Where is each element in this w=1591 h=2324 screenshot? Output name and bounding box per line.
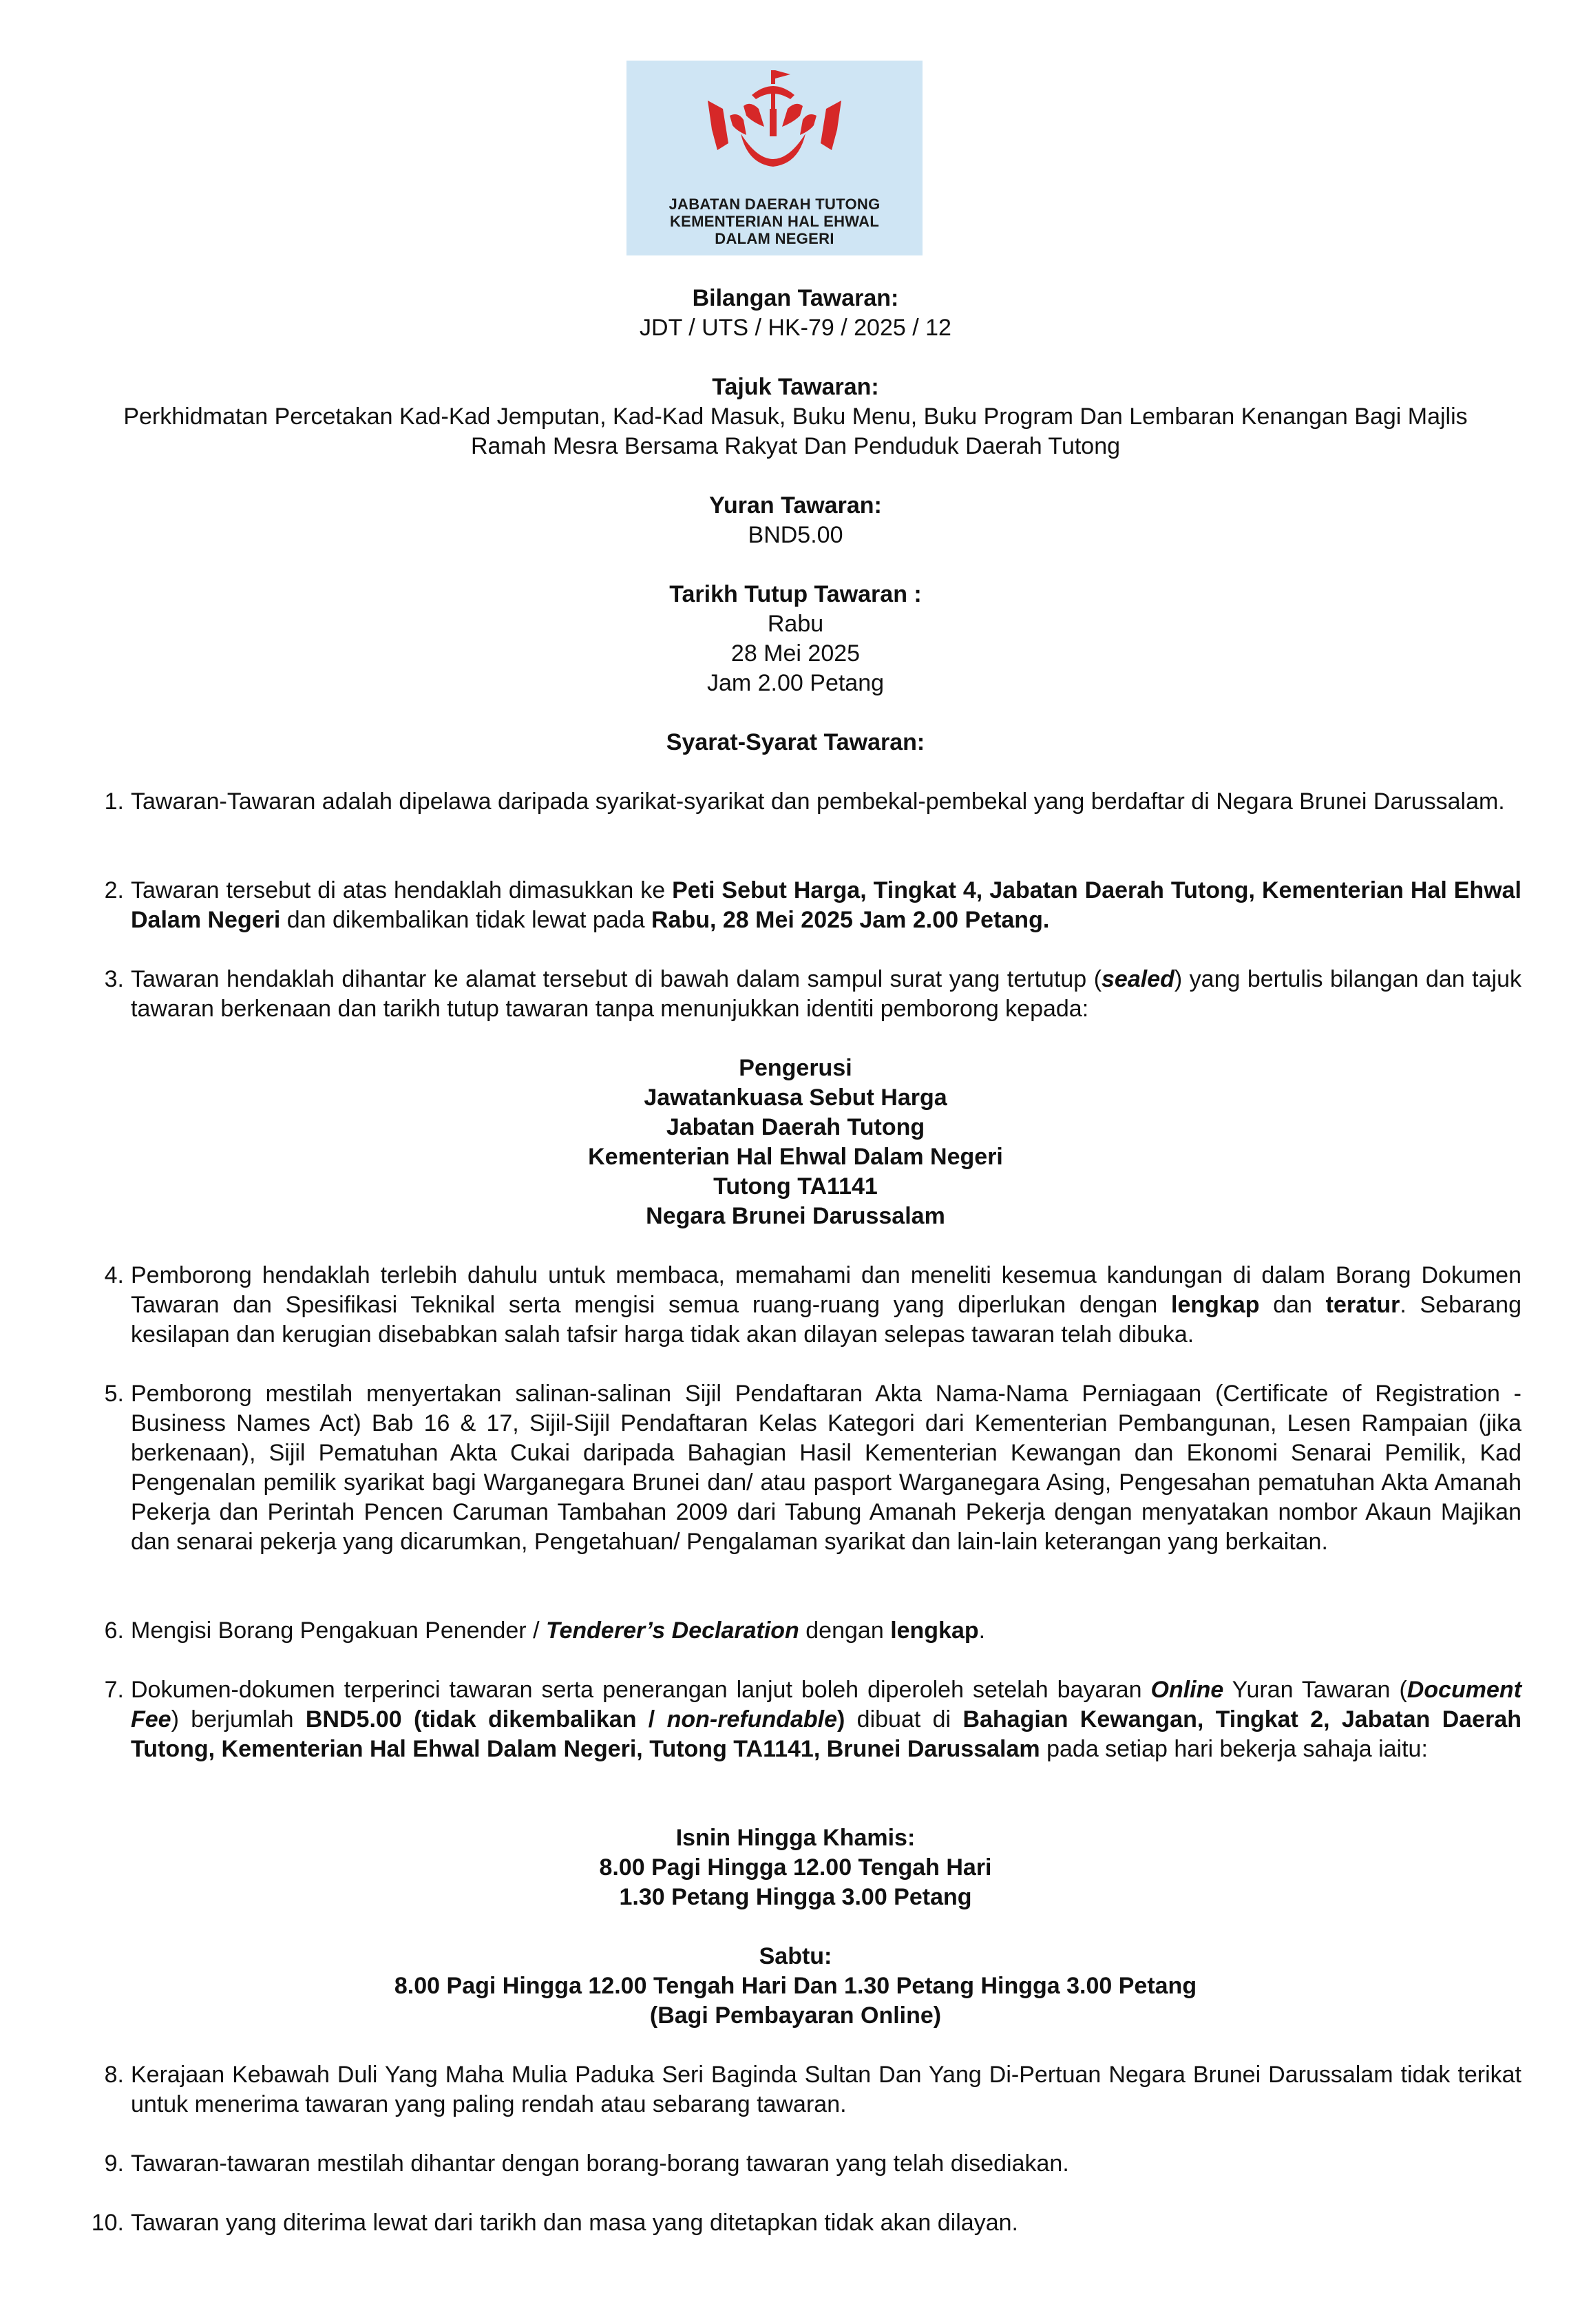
brunei-crest-icon: [702, 67, 847, 185]
tajuk-label: Tajuk Tawaran:: [712, 374, 879, 400]
hours-line-2: 8.00 Pagi Hingga 12.00 Tengah Hari: [599, 1854, 992, 1881]
hours-line-5: 8.00 Pagi Hingga 12.00 Tengah Hari Dan 1.30 Petang Hingga 3.00 Petang: [394, 1973, 1197, 1999]
hours-line-3: 1.30 Petang Hingga 3.00 Petang: [619, 1884, 972, 1910]
item-number: 10.: [91, 2210, 124, 2236]
item-text: Kerajaan Kebawah Duli Yang Maha Mulia Paduka Seri Baginda Sultan Dan Yang Di-Pertuan Negara Brunei Darussalam tidak terikat untuk menerima tawaran yang paling rendah atau sebarang tawaran.: [131, 2062, 1521, 2117]
yuran-label: Yuran Tawaran:: [709, 492, 882, 519]
tarikh-label: Tarikh Tutup Tawaran :: [669, 581, 922, 607]
item-text: Tawaran-Tawaran adalah dipelawa daripada syarikat-syarikat dan pembekal-pembekal yang berdaftar di Negara Brunei Darussalam.: [131, 788, 1505, 815]
item-number: 2.: [104, 877, 124, 903]
item-text: Tawaran yang diterima lewat dari tarikh dan masa yang ditetapkan tidak akan dilayan.: [131, 2210, 1018, 2236]
tarikh-date: 28 Mei 2025: [730, 640, 861, 667]
address-line-6: Negara Brunei Darussalam: [646, 1203, 945, 1229]
hours-line-4: Sabtu:: [759, 1943, 832, 1969]
tajuk-line-1: Perkhidmatan Percetakan Kad-Kad Jemputan, Kad-Kad Masuk, Buku Menu, Buku Program Dan Lembaran Kenangan Bagi Majlis: [123, 404, 1468, 430]
item-number: 4.: [104, 1262, 124, 1288]
item-text: Pemborong mestilah menyertakan salinan-salinan Sijil Pendaftaran Akta Nama-Nama Perniagaan (Certificate of Registration - Business Names Act) Bab 16 & 17, Sijil-Sijil Pendaftaran Kelas Kategori dari Kementerian Pembangunan, Lesen Rampaian (jika berkenaan), Sijil Pematuhan Akta Cukai daripada Bahagian Hasil Kementerian Kewangan dan Ekonomi Senarai Pemilik, Kad Pengenalan pemilik syarikat bagi Warganegara Brunei dan/ atau pasport Warganegara Asing, Pengesahan pematuhan Akta Amanah Pekerja dan Perintah Pencen Caruman Tambahan 2009 dari Tabung Amanah Pekerja dengan menyatakan nombor Akaun Majikan dan senarai pekerja yang dicarumkan, Pengetahuan/ Pengalaman syarikat dan lain-lain keterangan yang berkaitan.: [131, 1381, 1521, 1555]
item-number: 1.: [104, 788, 124, 815]
address-line-1: Pengerusi: [739, 1055, 852, 1081]
logo-line-1: JABATAN DAERAH TUTONG: [668, 196, 881, 213]
item-text: Tawaran hendaklah dihantar ke alamat tersebut di bawah dalam sampul surat yang tertutup (sealed) yang bertulis bilangan dan tajuk tawaran berkenaan dan tarikh tutup tawaran tanpa menunjukkan identiti pemborong kepada:: [131, 966, 1521, 1022]
item-number: 8.: [104, 2062, 124, 2088]
syarat-label: Syarat-Syarat Tawaran:: [666, 729, 925, 755]
address-line-2: Jawatankuasa Sebut Harga: [644, 1085, 947, 1111]
hours-line-6: (Bagi Pembayaran Online): [649, 2002, 942, 2029]
item-text: Tawaran tersebut di atas hendaklah dimasukkan ke Peti Sebut Harga, Tingkat 4, Jabatan Daerah Tutong, Kementerian Hal Ehwal Dalam Negeri dan dikembalikan tidak lewat pada Rabu, 28 Mei 2025 Jam 2.00 Petang.: [131, 877, 1522, 933]
bilangan-value: JDT / UTS / HK-79 / 2025 / 12: [640, 315, 951, 341]
item-text: Tawaran-tawaran mestilah dihantar dengan borang-borang tawaran yang telah disediakan.: [131, 2150, 1069, 2177]
item-number: 9.: [104, 2150, 124, 2177]
address-line-3: Jabatan Daerah Tutong: [666, 1114, 925, 1140]
item-text: Pemborong hendaklah terlebih dahulu untuk membaca, memahami dan meneliti kesemua kandungan di dalam Borang Dokumen Tawaran dan Spesifikasi Teknikal serta mengisi semua ruang-ruang yang diperlukan dengan lengkap dan teratur. Sebarang kesilapan dan kerugian disebabkan salah tafsir harga tidak akan dilayan selepas tawaran telah dibuka.: [131, 1262, 1521, 1348]
tarikh-day: Rabu: [767, 611, 824, 637]
yuran-value: BND5.00: [748, 522, 843, 548]
item-number: 7.: [104, 1677, 124, 1703]
logo-line-2: KEMENTERIAN HAL EHWAL: [669, 213, 880, 230]
tajuk-line-2: Ramah Mesra Bersama Rakyat Dan Penduduk Daerah Tutong: [470, 433, 1121, 459]
tarikh-time: Jam 2.00 Petang: [706, 670, 885, 696]
item-text: Mengisi Borang Pengakuan Penender / Tenderer’s Declaration dengan lengkap.: [131, 1618, 986, 1644]
item-number: 5.: [104, 1381, 124, 1407]
department-logo: [626, 61, 923, 255]
item-number: 3.: [104, 966, 124, 992]
address-line-4: Kementerian Hal Ehwal Dalam Negeri: [588, 1144, 1003, 1170]
logo-line-3: DALAM NEGERI: [715, 230, 834, 247]
bilangan-label: Bilangan Tawaran:: [692, 285, 899, 311]
hours-line-1: Isnin Hingga Khamis:: [675, 1825, 916, 1851]
item-text: Dokumen-dokumen terperinci tawaran serta penerangan lanjut boleh diperoleh setelah bayaran Online Yuran Tawaran (Document Fee) berjumlah BND5.00 (tidak dikembalikan / non-refundable) dibuat di Bahagian Kewangan, Tingkat 2, Jabatan Daerah Tutong, Kementerian Hal Ehwal Dalam Negeri, Tutong TA1141, Brunei Darussalam pada setiap hari bekerja sahaja iaitu:: [131, 1677, 1522, 1762]
item-number: 6.: [104, 1618, 124, 1644]
address-line-5: Tutong TA1141: [713, 1173, 878, 1200]
